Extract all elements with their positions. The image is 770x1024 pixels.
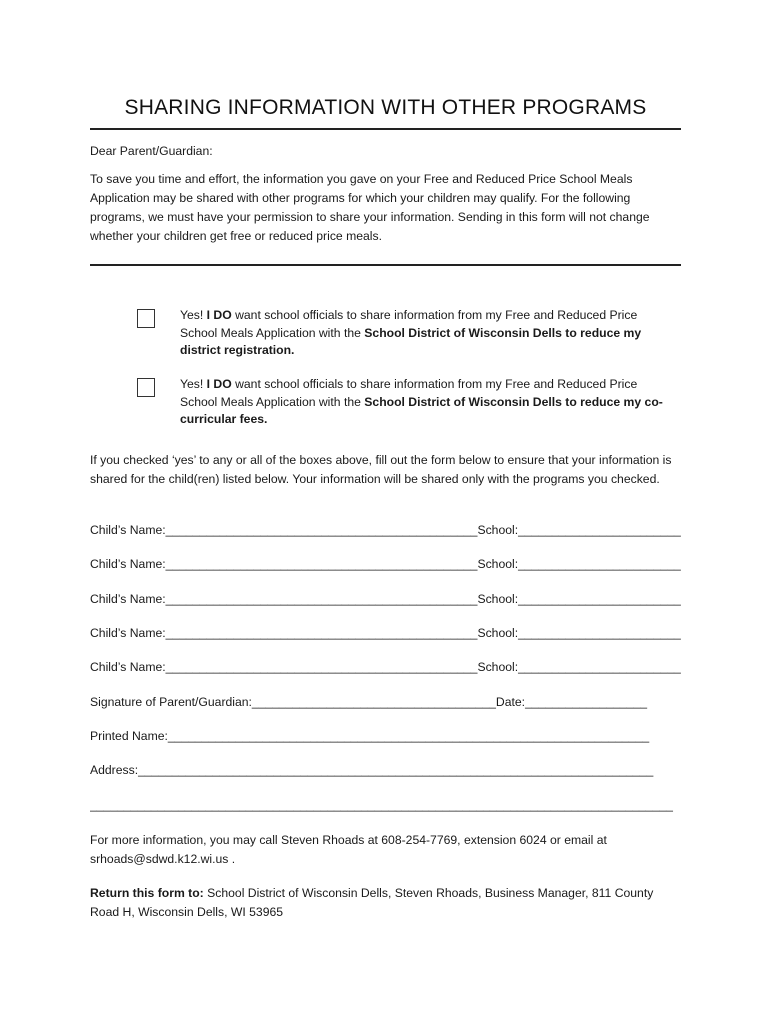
- return-label: Return this form to:: [90, 886, 204, 900]
- child-name-field[interactable]: Child’s Name:______________________________________________: [90, 660, 478, 674]
- return-instructions: [90, 884, 682, 922]
- option-text: want school officials to share information from my Free and Reduced Price School Meals Application with the: [180, 308, 638, 340]
- co-curricular-option-text: [180, 376, 670, 429]
- section-divider: [90, 264, 681, 266]
- child-name-field[interactable]: Child’s Name:______________________________________________: [90, 592, 478, 606]
- followup-paragraph: If you checked ‘yes’ to any or all of the boxes above, fill out the form below to ensure that your information is shared for the child(ren) listed below. Your information will be shared only with the programs you checked.: [90, 453, 672, 486]
- address-field[interactable]: Address:____________________________________________________________________________: [90, 763, 654, 777]
- option-ido: I DO: [206, 377, 232, 391]
- co-curricular-checkbox[interactable]: [137, 378, 155, 397]
- greeting: Dear Parent/Guardian:: [90, 144, 213, 158]
- option-text: want school officials to share information from my Free and Reduced Price School Meals Application with the: [180, 377, 638, 409]
- child-name-field[interactable]: Child’s Name:______________________________________________: [90, 626, 478, 640]
- title-divider: [90, 128, 681, 130]
- signature-field[interactable]: Signature of Parent/Guardian:____________________________________Date:__________________: [90, 695, 648, 709]
- child-name-row-2[interactable]: [90, 556, 682, 572]
- school-field[interactable]: School:________________________: [477, 592, 681, 606]
- option-ido: I DO: [206, 308, 232, 322]
- registration-option-text: [180, 307, 670, 360]
- intro-paragraph: To save you time and effort, the information you gave on your Free and Reduced Price School Meals Application may be shared with other programs for which your children may qualify. For the following programs, we must have your permission to share your information. Sending in this form will not change whether your children get free or reduced price meals.: [90, 172, 650, 243]
- option-bold-text: School District of Wisconsin Dells to reduce my district registration.: [180, 325, 642, 357]
- printed-name-field[interactable]: Printed Name:_______________________________________________________________________: [90, 729, 650, 743]
- school-field[interactable]: School:________________________: [477, 523, 681, 537]
- contact-paragraph: For more information, you may call Steven Rhoads at 608-254-7769, extension 6024 or email at srhoads@sdwd.k12.wi.us .: [90, 833, 607, 866]
- page-title: SHARING INFORMATION WITH OTHER PROGRAMS: [124, 96, 647, 119]
- child-name-row-4[interactable]: [90, 625, 682, 641]
- registration-checkbox[interactable]: [137, 309, 155, 328]
- option-yes: Yes!: [180, 377, 207, 391]
- child-name-row-1[interactable]: [90, 522, 682, 538]
- child-name-row-5[interactable]: [90, 659, 682, 675]
- school-field[interactable]: School:________________________: [477, 557, 681, 571]
- option-bold-text: School District of Wisconsin Dells to reduce my co-curricular fees.: [180, 394, 663, 426]
- school-field[interactable]: School:________________________: [477, 660, 681, 674]
- address-line-2-field[interactable]: ______________________________________________________________________________________: [90, 798, 673, 812]
- return-address: School District of Wisconsin Dells, Steven Rhoads, Business Manager, 811 County Road H, Wisconsin Dells, WI 53965: [90, 886, 654, 919]
- school-field[interactable]: School:________________________: [477, 626, 681, 640]
- child-name-field[interactable]: Child’s Name:______________________________________________: [90, 523, 478, 537]
- child-name-field[interactable]: Child’s Name:______________________________________________: [90, 557, 478, 571]
- child-name-row-3[interactable]: [90, 591, 682, 607]
- option-yes: Yes!: [180, 308, 207, 322]
